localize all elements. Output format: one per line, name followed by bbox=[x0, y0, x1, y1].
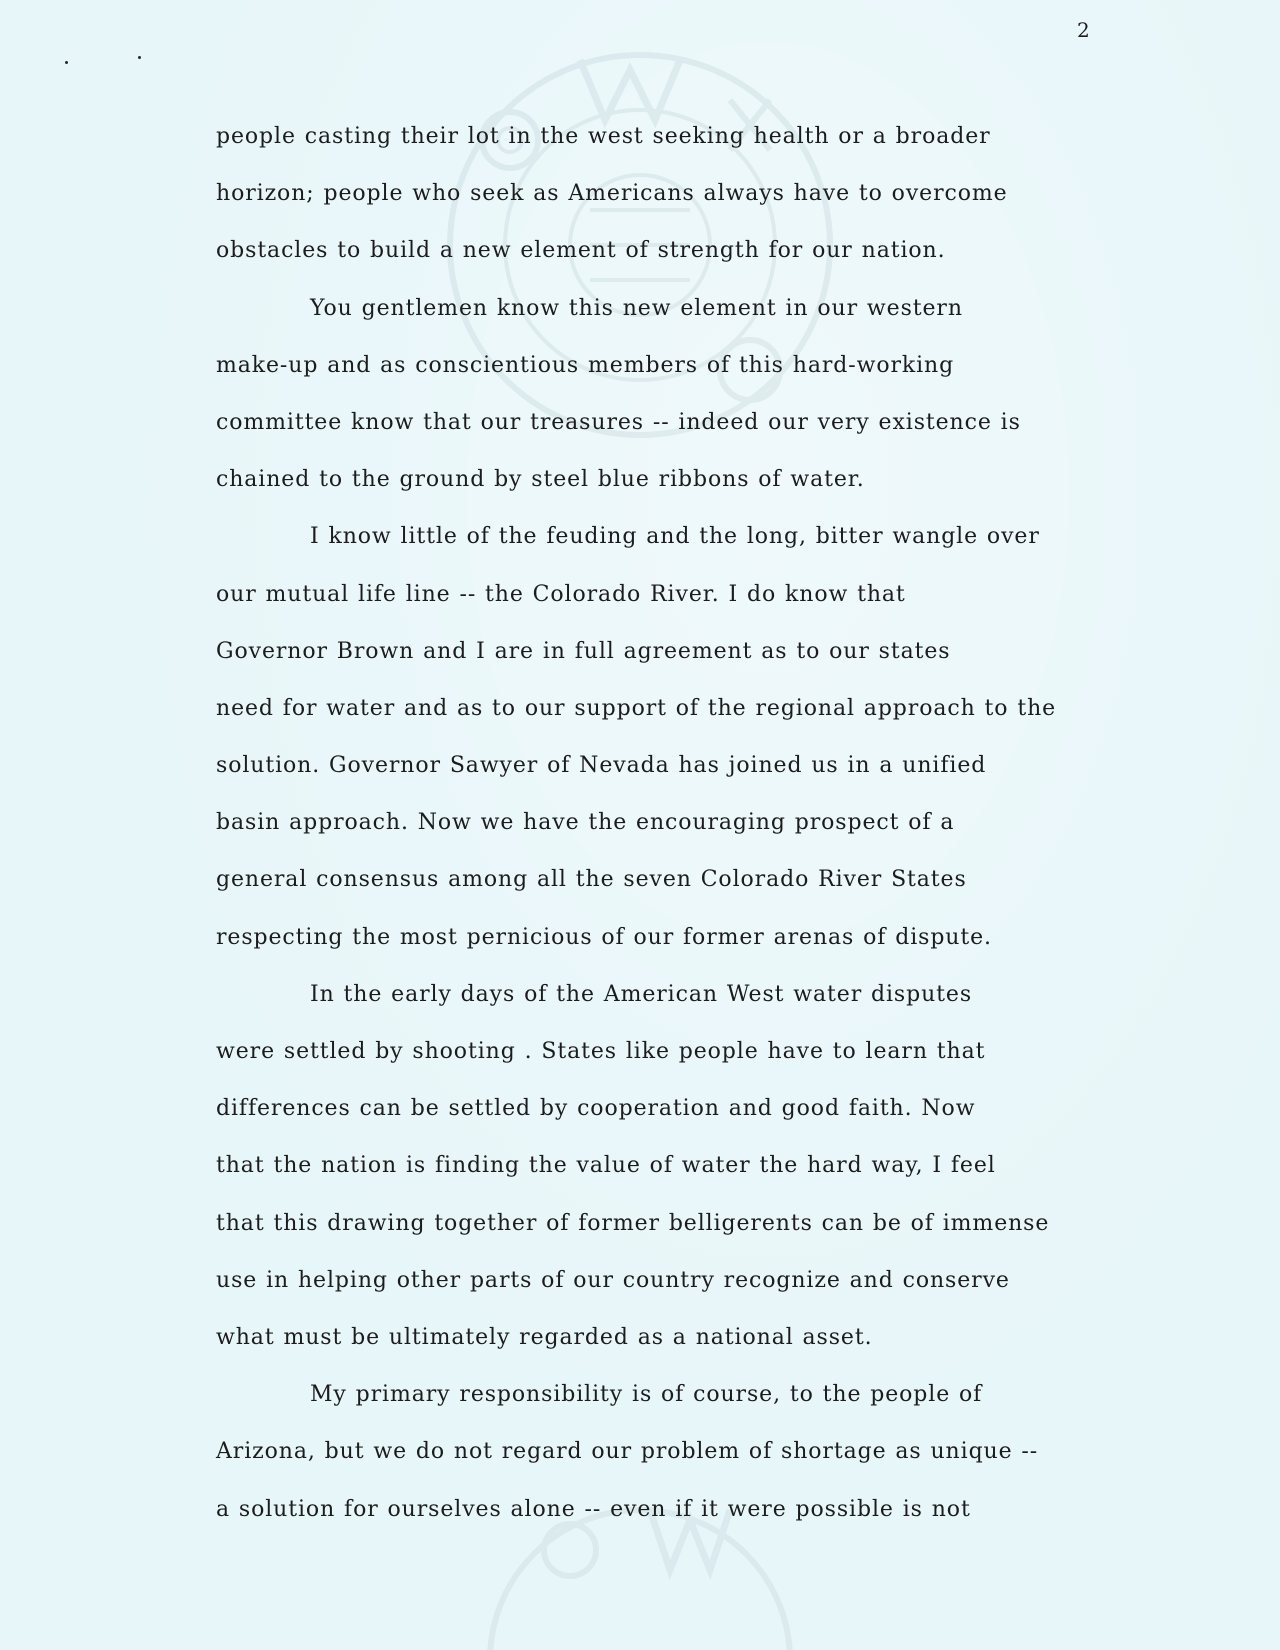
text-line: what must be ultimately regarded as a national asset. bbox=[216, 1324, 873, 1350]
text-line: Governor Brown and I are in full agreement as to our states bbox=[216, 638, 951, 664]
text-line: differences can be settled by cooperation and good faith. Now bbox=[216, 1096, 976, 1122]
margin-mark bbox=[65, 61, 68, 64]
text-line: horizon; people who seek as Americans always have to overcome bbox=[216, 181, 1008, 207]
speech-text bbox=[216, 108, 1096, 1538]
paragraph-first-line: You gentlemen know this new element in our western bbox=[310, 295, 963, 321]
margin-mark bbox=[138, 56, 141, 59]
text-line: committee know that our treasures -- indeed our very existence is bbox=[216, 409, 1021, 435]
text-line: that the nation is finding the value of water the hard way, I feel bbox=[216, 1153, 996, 1179]
paragraph-first-line: In the early days of the American West water disputes bbox=[310, 981, 973, 1007]
text-line: general consensus among all the seven Colorado River States bbox=[216, 867, 967, 893]
text-line: use in helping other parts of our country recognize and conserve bbox=[216, 1267, 1010, 1293]
text-line: solution. Governor Sawyer of Nevada has joined us in a unified bbox=[216, 753, 987, 779]
text-line: chained to the ground by steel blue ribbons of water. bbox=[216, 467, 865, 493]
text-line: make-up and as conscientious members of this hard-working bbox=[216, 352, 955, 378]
text-line: Arizona, but we do not regard our problem of shortage as unique -- bbox=[216, 1439, 1039, 1465]
text-line: basin approach. Now we have the encouraging prospect of a bbox=[216, 810, 955, 836]
text-line: people casting their lot in the west seeking health or a broader bbox=[216, 124, 991, 149]
text-line: were settled by shooting . States like people have to learn that bbox=[216, 1039, 986, 1064]
text-line: that this drawing together of former belligerents can be of immense bbox=[216, 1210, 1050, 1236]
paragraph-first-line: I know little of the feuding and the long, bitter wangle over bbox=[310, 524, 1040, 550]
text-line: respecting the most pernicious of our former arenas of dispute. bbox=[216, 924, 992, 950]
paragraph-first-line: My primary responsibility is of course, to the people of bbox=[310, 1382, 983, 1408]
text-line: a solution for ourselves alone -- even if it were possible is not bbox=[216, 1496, 971, 1522]
page-number: 2 bbox=[1077, 18, 1091, 42]
text-line: need for water and as to our support of the regional approach to the bbox=[216, 695, 1057, 721]
text-line: our mutual life line -- the Colorado River. I do know that bbox=[216, 581, 906, 607]
text-line: obstacles to build a new element of strength for our nation. bbox=[216, 238, 946, 264]
